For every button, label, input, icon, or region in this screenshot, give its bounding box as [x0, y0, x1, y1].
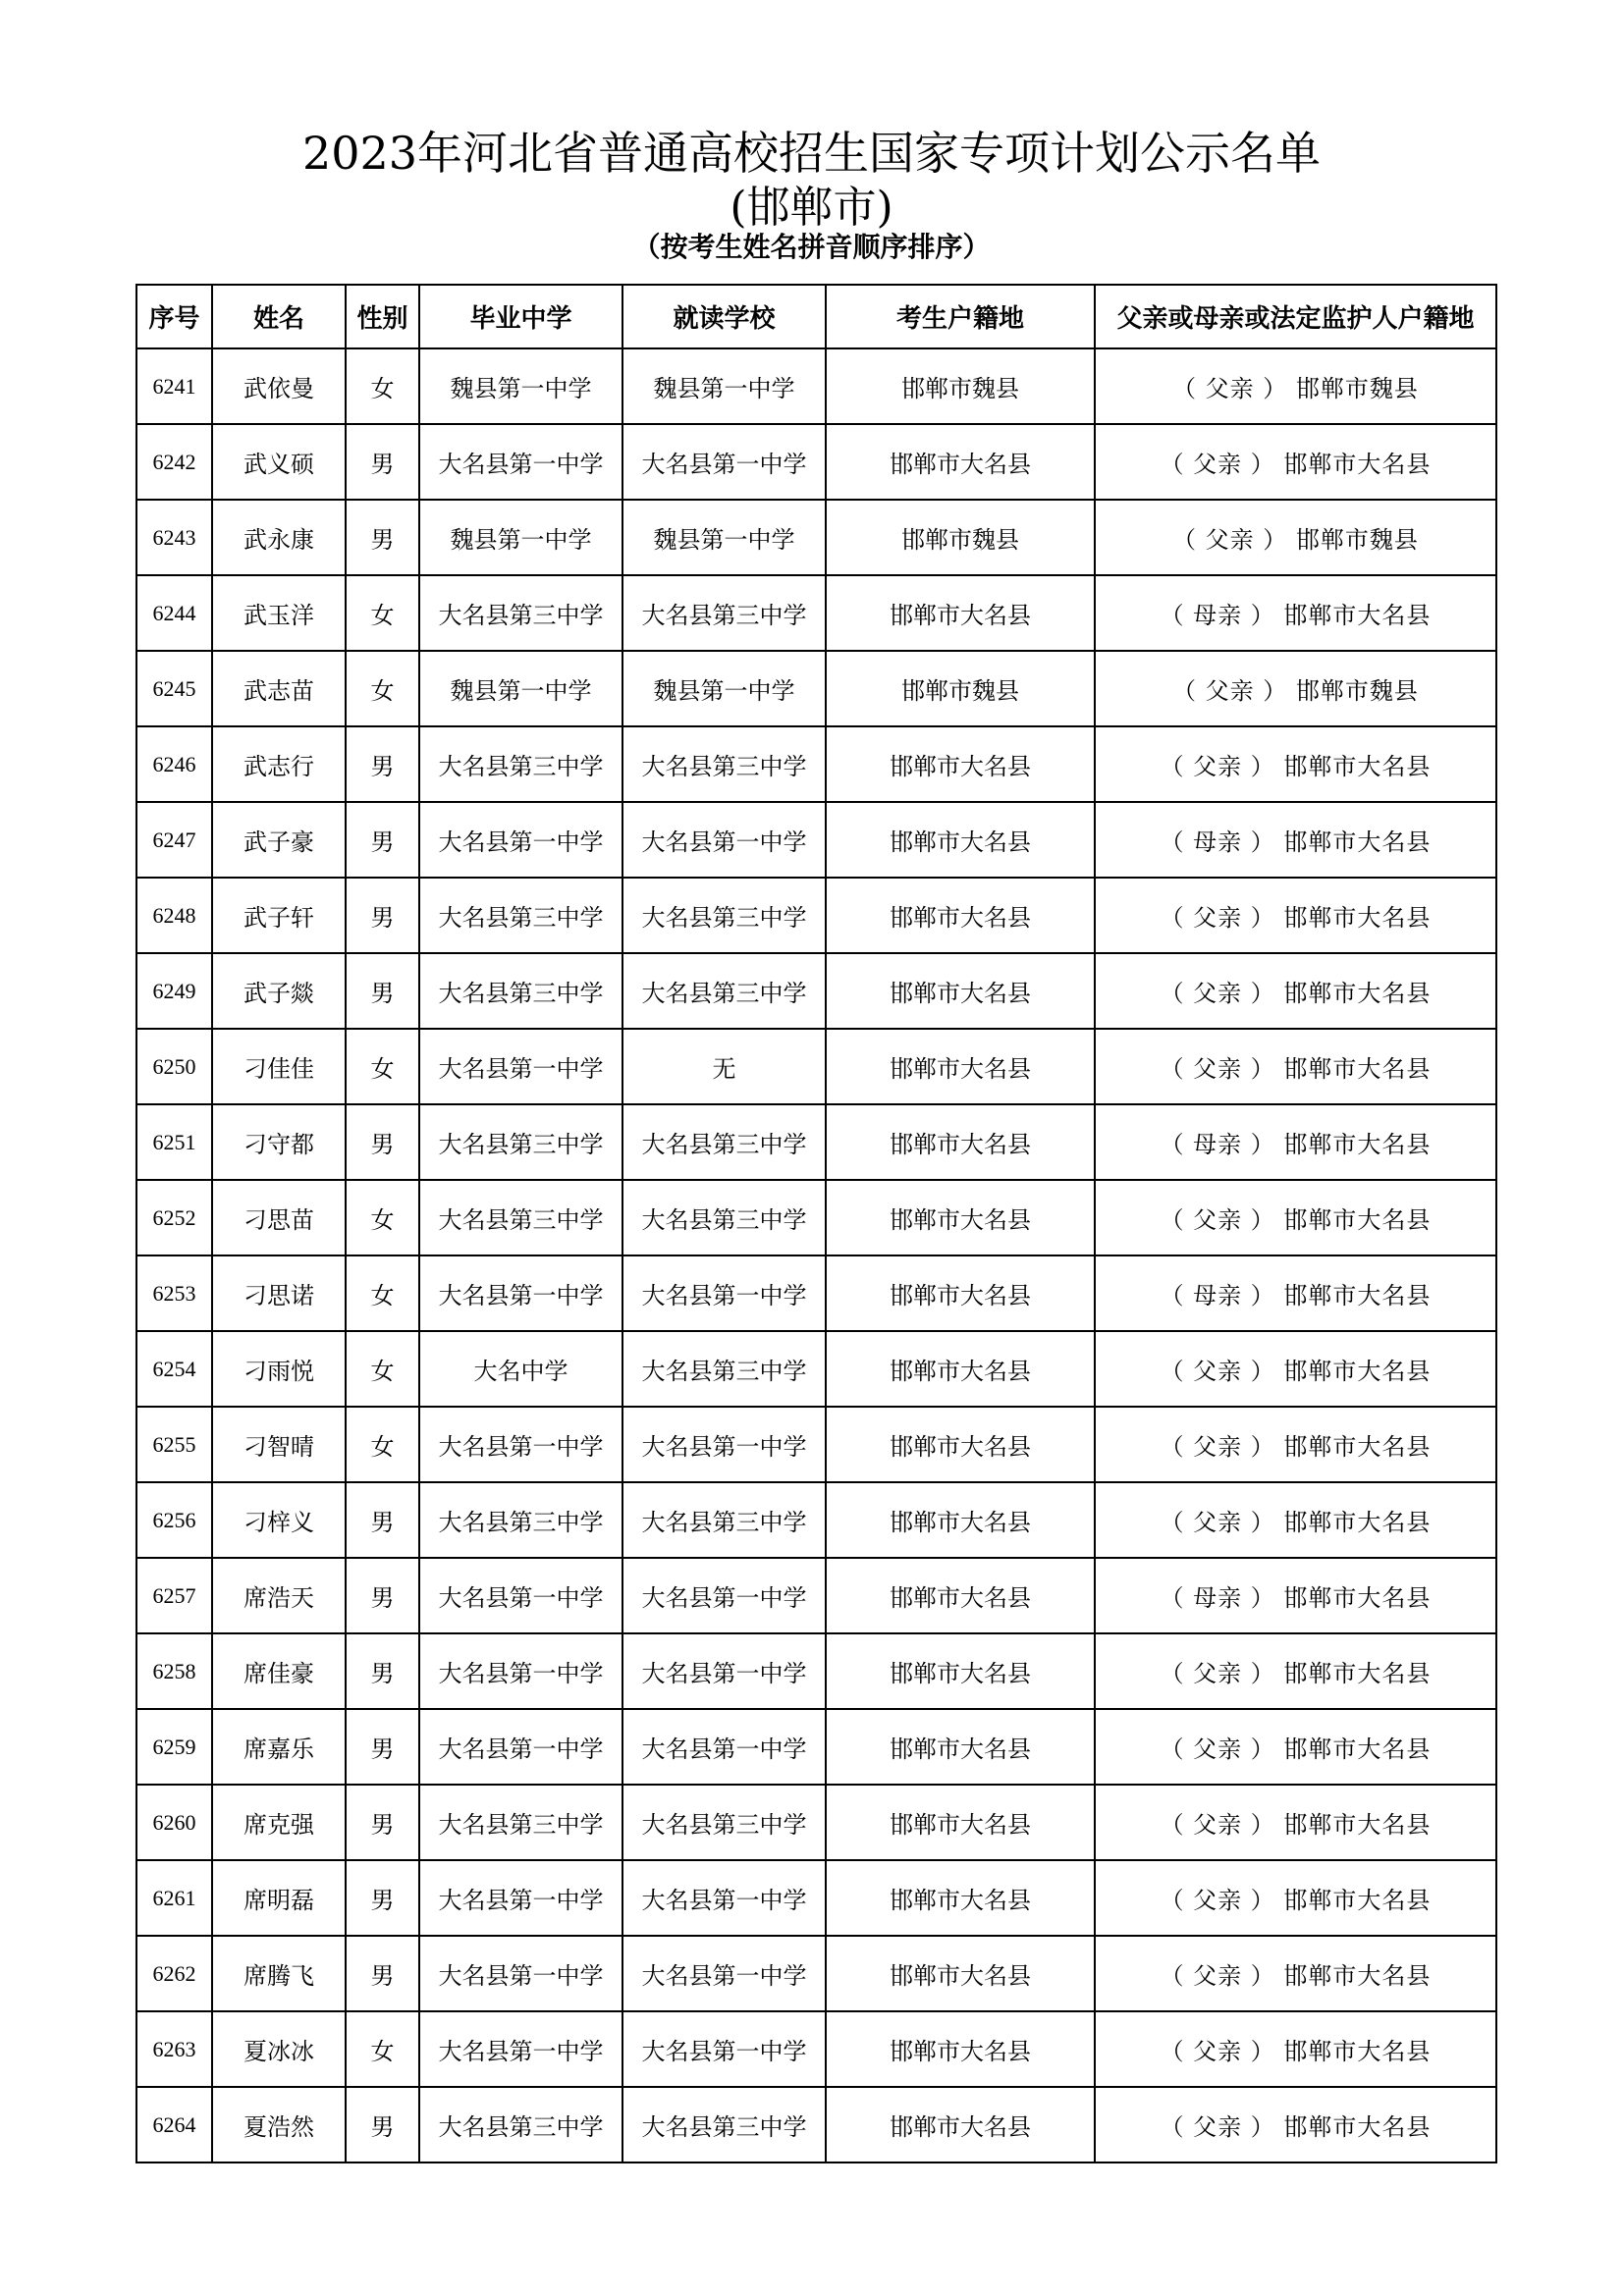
- cell-seq: 6258: [136, 1633, 212, 1709]
- header-household-registration: 考生户籍地: [826, 285, 1095, 348]
- header-seq: 序号: [136, 285, 212, 348]
- table-row: [136, 575, 1496, 651]
- page-title: 2023年河北省普通高校招生国家专项计划公示名单: [301, 127, 1322, 180]
- cell-gender: 男: [346, 802, 419, 878]
- cell-guardian-registration: （ 父亲 ） 邯郸市大名县: [1095, 1860, 1496, 1936]
- cell-name: 刁守都: [212, 1104, 346, 1180]
- cell-current-school: 魏县第一中学: [622, 651, 826, 726]
- cell-household-registration: 邯郸市大名县: [826, 1482, 1095, 1558]
- cell-guardian-registration: （ 母亲 ） 邯郸市大名县: [1095, 802, 1496, 878]
- cell-gender: 女: [346, 1331, 419, 1407]
- table-row: [136, 2087, 1496, 2163]
- cell-graduation-school: 大名县第三中学: [419, 953, 622, 1029]
- cell-gender: 男: [346, 424, 419, 500]
- cell-guardian-registration: （ 父亲 ） 邯郸市魏县: [1095, 500, 1496, 575]
- cell-seq: 6244: [136, 575, 212, 651]
- cell-current-school: 大名县第一中学: [622, 1936, 826, 2011]
- cell-guardian-registration: （ 父亲 ） 邯郸市大名县: [1095, 1633, 1496, 1709]
- cell-guardian-registration: （ 母亲 ） 邯郸市大名县: [1095, 1558, 1496, 1633]
- header-guardian-registration: 父亲或母亲或法定监护人户籍地: [1095, 285, 1496, 348]
- cell-current-school: 魏县第一中学: [622, 500, 826, 575]
- cell-name: 席浩天: [212, 1558, 346, 1633]
- cell-graduation-school: 大名县第三中学: [419, 726, 622, 802]
- table-row: [136, 878, 1496, 953]
- page-subtitle: (邯郸市): [730, 183, 893, 233]
- cell-seq: 6261: [136, 1860, 212, 1936]
- cell-guardian-registration: （ 母亲 ） 邯郸市大名县: [1095, 1104, 1496, 1180]
- cell-gender: 男: [346, 726, 419, 802]
- cell-gender: 男: [346, 1104, 419, 1180]
- cell-seq: 6241: [136, 348, 212, 424]
- cell-gender: 男: [346, 1709, 419, 1785]
- cell-household-registration: 邯郸市魏县: [826, 348, 1095, 424]
- cell-household-registration: 邯郸市大名县: [826, 1029, 1095, 1104]
- cell-gender: 女: [346, 1029, 419, 1104]
- cell-name: 武子燚: [212, 953, 346, 1029]
- cell-household-registration: 邯郸市大名县: [826, 1558, 1095, 1633]
- cell-current-school: 大名县第一中学: [622, 2011, 826, 2087]
- cell-seq: 6264: [136, 2087, 212, 2163]
- cell-household-registration: 邯郸市大名县: [826, 726, 1095, 802]
- cell-gender: 男: [346, 1558, 419, 1633]
- table-row: [136, 802, 1496, 878]
- cell-household-registration: 邯郸市大名县: [826, 878, 1095, 953]
- cell-name: 刁梓义: [212, 1482, 346, 1558]
- cell-household-registration: 邯郸市大名县: [826, 953, 1095, 1029]
- cell-seq: 6242: [136, 424, 212, 500]
- cell-household-registration: 邯郸市大名县: [826, 1407, 1095, 1482]
- cell-graduation-school: 大名县第三中学: [419, 1482, 622, 1558]
- table-row: [136, 2011, 1496, 2087]
- table-row: [136, 1255, 1496, 1331]
- cell-seq: 6253: [136, 1255, 212, 1331]
- cell-graduation-school: 大名县第一中学: [419, 2011, 622, 2087]
- cell-current-school: 大名县第三中学: [622, 1180, 826, 1255]
- cell-graduation-school: 大名县第一中学: [419, 1407, 622, 1482]
- cell-guardian-registration: （ 父亲 ） 邯郸市大名县: [1095, 1029, 1496, 1104]
- cell-household-registration: 邯郸市大名县: [826, 1104, 1095, 1180]
- cell-guardian-registration: （ 父亲 ） 邯郸市大名县: [1095, 2011, 1496, 2087]
- cell-seq: 6250: [136, 1029, 212, 1104]
- cell-household-registration: 邯郸市大名县: [826, 1785, 1095, 1860]
- cell-graduation-school: 大名县第三中学: [419, 1785, 622, 1860]
- cell-name: 刁雨悦: [212, 1331, 346, 1407]
- cell-gender: 女: [346, 651, 419, 726]
- cell-guardian-registration: （ 父亲 ） 邯郸市魏县: [1095, 651, 1496, 726]
- cell-current-school: 大名县第三中学: [622, 1482, 826, 1558]
- table-row: [136, 726, 1496, 802]
- table-row: [136, 500, 1496, 575]
- roster-table: [135, 284, 1497, 2163]
- cell-seq: 6245: [136, 651, 212, 726]
- cell-guardian-registration: （ 父亲 ） 邯郸市大名县: [1095, 726, 1496, 802]
- cell-household-registration: 邯郸市大名县: [826, 1180, 1095, 1255]
- cell-household-registration: 邯郸市魏县: [826, 651, 1095, 726]
- cell-household-registration: 邯郸市大名县: [826, 2011, 1095, 2087]
- cell-name: 武子轩: [212, 878, 346, 953]
- table-row: [136, 1709, 1496, 1785]
- cell-current-school: 大名县第三中学: [622, 953, 826, 1029]
- header-graduation-school: 毕业中学: [419, 285, 622, 348]
- cell-graduation-school: 魏县第一中学: [419, 651, 622, 726]
- cell-gender: 女: [346, 1407, 419, 1482]
- cell-seq: 6249: [136, 953, 212, 1029]
- cell-gender: 男: [346, 1785, 419, 1860]
- cell-gender: 男: [346, 878, 419, 953]
- cell-current-school: 大名县第一中学: [622, 1709, 826, 1785]
- cell-graduation-school: 大名县第三中学: [419, 878, 622, 953]
- cell-guardian-registration: （ 父亲 ） 邯郸市大名县: [1095, 2087, 1496, 2163]
- cell-graduation-school: 大名县第一中学: [419, 1029, 622, 1104]
- cell-seq: 6259: [136, 1709, 212, 1785]
- cell-current-school: 魏县第一中学: [622, 348, 826, 424]
- cell-gender: 女: [346, 1255, 419, 1331]
- cell-name: 武义硕: [212, 424, 346, 500]
- cell-name: 刁思苗: [212, 1180, 346, 1255]
- table-row: [136, 1331, 1496, 1407]
- cell-name: 夏冰冰: [212, 2011, 346, 2087]
- cell-graduation-school: 大名中学: [419, 1331, 622, 1407]
- cell-current-school: 大名县第一中学: [622, 802, 826, 878]
- cell-gender: 男: [346, 1936, 419, 2011]
- cell-graduation-school: 大名县第一中学: [419, 1255, 622, 1331]
- cell-seq: 6263: [136, 2011, 212, 2087]
- cell-gender: 男: [346, 1633, 419, 1709]
- cell-seq: 6246: [136, 726, 212, 802]
- cell-gender: 女: [346, 1180, 419, 1255]
- cell-seq: 6243: [136, 500, 212, 575]
- cell-guardian-registration: （ 父亲 ） 邯郸市大名县: [1095, 953, 1496, 1029]
- cell-name: 席佳豪: [212, 1633, 346, 1709]
- table-row: [136, 348, 1496, 424]
- cell-current-school: 无: [622, 1029, 826, 1104]
- cell-graduation-school: 大名县第三中学: [419, 2087, 622, 2163]
- table-row: [136, 1860, 1496, 1936]
- cell-current-school: 大名县第一中学: [622, 1633, 826, 1709]
- cell-seq: 6248: [136, 878, 212, 953]
- cell-graduation-school: 大名县第一中学: [419, 1558, 622, 1633]
- table-row: [136, 1407, 1496, 1482]
- table-row: [136, 1180, 1496, 1255]
- cell-name: 武永康: [212, 500, 346, 575]
- table-row: [136, 1936, 1496, 2011]
- cell-seq: 6255: [136, 1407, 212, 1482]
- cell-current-school: 大名县第三中学: [622, 878, 826, 953]
- cell-seq: 6251: [136, 1104, 212, 1180]
- cell-gender: 男: [346, 953, 419, 1029]
- cell-gender: 男: [346, 2087, 419, 2163]
- cell-guardian-registration: （ 母亲 ） 邯郸市大名县: [1095, 1255, 1496, 1331]
- table-row: [136, 1482, 1496, 1558]
- cell-name: 武子豪: [212, 802, 346, 878]
- cell-guardian-registration: （ 父亲 ） 邯郸市魏县: [1095, 348, 1496, 424]
- cell-current-school: 大名县第一中学: [622, 1860, 826, 1936]
- cell-seq: 6262: [136, 1936, 212, 2011]
- table-row: [136, 1029, 1496, 1104]
- cell-guardian-registration: （ 父亲 ） 邯郸市大名县: [1095, 878, 1496, 953]
- cell-household-registration: 邯郸市大名县: [826, 802, 1095, 878]
- cell-household-registration: 邯郸市大名县: [826, 1633, 1095, 1709]
- cell-graduation-school: 大名县第三中学: [419, 575, 622, 651]
- cell-gender: 男: [346, 1860, 419, 1936]
- cell-gender: 女: [346, 348, 419, 424]
- cell-current-school: 大名县第三中学: [622, 2087, 826, 2163]
- table-row: [136, 1633, 1496, 1709]
- cell-name: 武玉洋: [212, 575, 346, 651]
- cell-guardian-registration: （ 父亲 ） 邯郸市大名县: [1095, 424, 1496, 500]
- cell-name: 刁思诺: [212, 1255, 346, 1331]
- cell-seq: 6256: [136, 1482, 212, 1558]
- header-current-school: 就读学校: [622, 285, 826, 348]
- cell-name: 夏浩然: [212, 2087, 346, 2163]
- cell-household-registration: 邯郸市大名县: [826, 1709, 1095, 1785]
- cell-seq: 6257: [136, 1558, 212, 1633]
- cell-current-school: 大名县第一中学: [622, 1558, 826, 1633]
- cell-graduation-school: 大名县第三中学: [419, 1180, 622, 1255]
- table-row: [136, 1558, 1496, 1633]
- cell-household-registration: 邯郸市大名县: [826, 1860, 1095, 1936]
- cell-name: 刁智晴: [212, 1407, 346, 1482]
- cell-name: 席腾飞: [212, 1936, 346, 2011]
- cell-guardian-registration: （ 父亲 ） 邯郸市大名县: [1095, 1709, 1496, 1785]
- cell-current-school: 大名县第三中学: [622, 1785, 826, 1860]
- sort-note: （按考生姓名拼音顺序排序）: [632, 231, 991, 263]
- cell-name: 武志行: [212, 726, 346, 802]
- cell-gender: 女: [346, 2011, 419, 2087]
- cell-guardian-registration: （ 父亲 ） 邯郸市大名县: [1095, 1482, 1496, 1558]
- table-row: [136, 651, 1496, 726]
- table-row: [136, 1104, 1496, 1180]
- cell-graduation-school: 魏县第一中学: [419, 348, 622, 424]
- cell-graduation-school: 大名县第一中学: [419, 1633, 622, 1709]
- cell-graduation-school: 大名县第一中学: [419, 1860, 622, 1936]
- cell-gender: 女: [346, 575, 419, 651]
- cell-guardian-registration: （ 父亲 ） 邯郸市大名县: [1095, 1331, 1496, 1407]
- table-body: [136, 348, 1496, 2163]
- cell-name: 席克强: [212, 1785, 346, 1860]
- cell-guardian-registration: （ 父亲 ） 邯郸市大名县: [1095, 1407, 1496, 1482]
- cell-household-registration: 邯郸市魏县: [826, 500, 1095, 575]
- cell-graduation-school: 大名县第一中学: [419, 424, 622, 500]
- cell-current-school: 大名县第三中学: [622, 575, 826, 651]
- cell-name: 武依曼: [212, 348, 346, 424]
- cell-current-school: 大名县第一中学: [622, 1255, 826, 1331]
- table-row: [136, 424, 1496, 500]
- cell-seq: 6260: [136, 1785, 212, 1860]
- table-row: [136, 1785, 1496, 1860]
- cell-household-registration: 邯郸市大名县: [826, 1255, 1095, 1331]
- table-row: [136, 953, 1496, 1029]
- cell-household-registration: 邯郸市大名县: [826, 2087, 1095, 2163]
- cell-guardian-registration: （ 父亲 ） 邯郸市大名县: [1095, 1785, 1496, 1860]
- cell-seq: 6254: [136, 1331, 212, 1407]
- cell-guardian-registration: （ 父亲 ） 邯郸市大名县: [1095, 1936, 1496, 2011]
- cell-current-school: 大名县第一中学: [622, 424, 826, 500]
- table-header-row: [136, 285, 1496, 348]
- cell-graduation-school: 魏县第一中学: [419, 500, 622, 575]
- cell-name: 武志苗: [212, 651, 346, 726]
- cell-name: 席嘉乐: [212, 1709, 346, 1785]
- header-gender: 性别: [346, 285, 419, 348]
- cell-current-school: 大名县第三中学: [622, 1331, 826, 1407]
- cell-seq: 6247: [136, 802, 212, 878]
- cell-guardian-registration: （ 母亲 ） 邯郸市大名县: [1095, 575, 1496, 651]
- cell-guardian-registration: （ 父亲 ） 邯郸市大名县: [1095, 1180, 1496, 1255]
- cell-current-school: 大名县第三中学: [622, 726, 826, 802]
- cell-household-registration: 邯郸市大名县: [826, 1936, 1095, 2011]
- cell-household-registration: 邯郸市大名县: [826, 1331, 1095, 1407]
- cell-seq: 6252: [136, 1180, 212, 1255]
- cell-current-school: 大名县第三中学: [622, 1104, 826, 1180]
- cell-graduation-school: 大名县第一中学: [419, 802, 622, 878]
- cell-name: 席明磊: [212, 1860, 346, 1936]
- cell-gender: 男: [346, 1482, 419, 1558]
- header-name: 姓名: [212, 285, 346, 348]
- cell-graduation-school: 大名县第一中学: [419, 1709, 622, 1785]
- cell-household-registration: 邯郸市大名县: [826, 575, 1095, 651]
- cell-name: 刁佳佳: [212, 1029, 346, 1104]
- cell-graduation-school: 大名县第一中学: [419, 1936, 622, 2011]
- cell-current-school: 大名县第一中学: [622, 1407, 826, 1482]
- cell-graduation-school: 大名县第三中学: [419, 1104, 622, 1180]
- cell-gender: 男: [346, 500, 419, 575]
- cell-household-registration: 邯郸市大名县: [826, 424, 1095, 500]
